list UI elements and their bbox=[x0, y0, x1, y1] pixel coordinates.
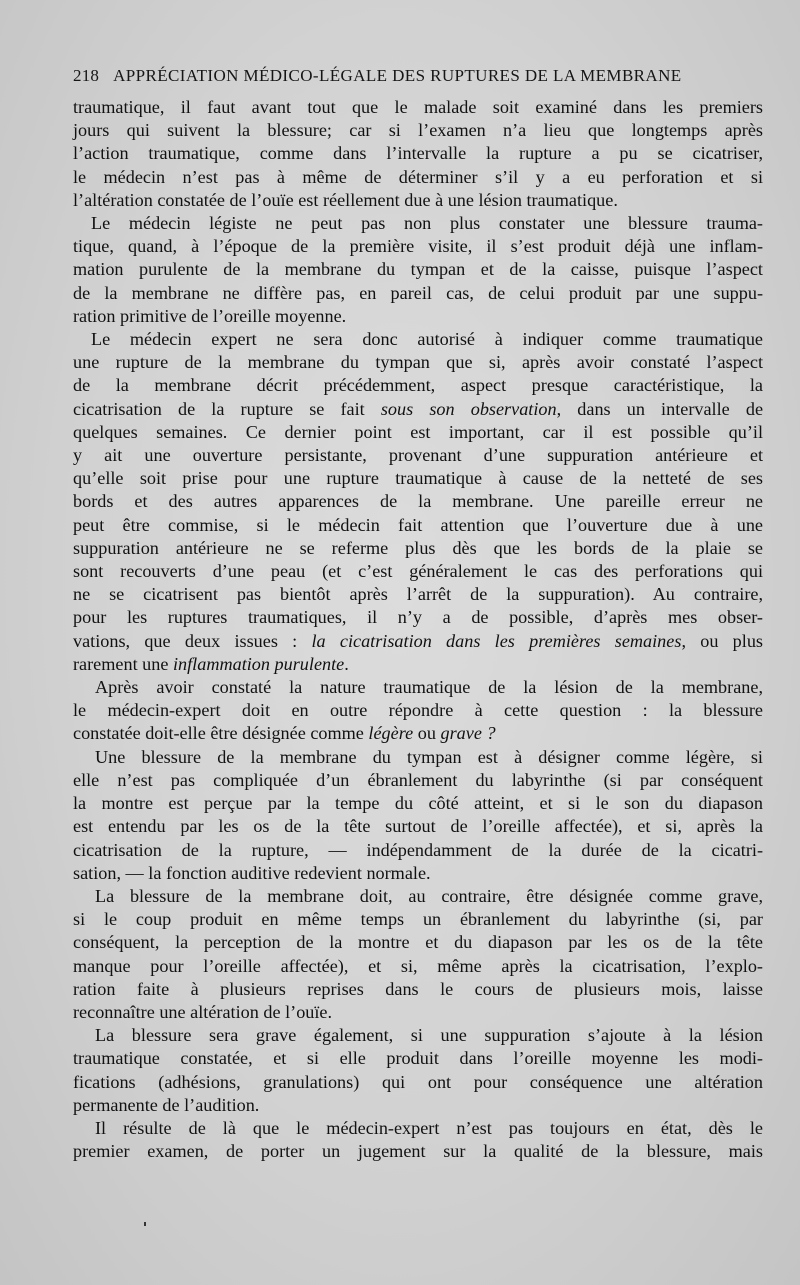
text-line: suppuration antérieure ne se referme plus dès que les bords de la plaie se bbox=[73, 537, 763, 558]
text-fragment: constatée doit-elle être désignée comme bbox=[73, 723, 364, 744]
text-line: traumatique constatée, et si elle produit dans l’oreille moyenne les modi- bbox=[73, 1048, 763, 1069]
text-line: permanente de l’audition. bbox=[73, 1094, 260, 1115]
text-line: pour les ruptures traumatiques, il n’y a de possible, d’après mes obser- bbox=[73, 607, 763, 628]
text-line: Il résulte de là que le médecin-expert n’est pas toujours en état, dès le bbox=[95, 1117, 763, 1138]
paragraph bbox=[73, 1117, 763, 1163]
text-fragment: vations, que deux issues : bbox=[73, 630, 298, 651]
page-heading: APPRÉCIATION MÉDICO-LÉGALE DES RUPTURES DE LA MEMBRANE bbox=[113, 66, 682, 85]
text-line: peut être commise, si le médecin fait attention que l’ouverture due à une bbox=[73, 514, 763, 535]
text-line: l’action traumatique, comme dans l’intervalle la rupture a pu se cicatriser, bbox=[73, 143, 763, 164]
text-line: la montre est perçue par la tempe du côté atteint, et si le son du diapason bbox=[73, 793, 763, 814]
text-line bbox=[73, 630, 763, 653]
text-line: fications (adhésions, granulations) qui ont pour conséquence une altération bbox=[73, 1071, 763, 1092]
text-line: manque pour l’oreille affectée), et si, même après la cicatrisation, l’explo- bbox=[73, 955, 763, 976]
text-line: conséquent, la perception de la montre et du diapason par les os de la tête bbox=[73, 932, 763, 953]
emphasis: légère bbox=[368, 723, 414, 744]
emphasis: inflammation purulente bbox=[172, 653, 345, 674]
text-line bbox=[73, 722, 763, 745]
text-line: l’altération constatée de l’ouïe est réellement due à une lésion traumatique. bbox=[73, 189, 618, 210]
text-line: La blessure sera grave également, si une suppuration s’ajoute à la lésion bbox=[95, 1025, 763, 1046]
text-line: de la membrane ne diffère pas, en pareil cas, de celui produit par une suppu- bbox=[73, 282, 763, 303]
text-line: y ait une ouverture persistante, provenant d’une suppuration antérieure et bbox=[73, 445, 763, 466]
paragraph bbox=[73, 746, 763, 885]
text-line: Une blessure de la membrane du tympan est à désigner comme légère, si bbox=[95, 746, 763, 767]
text-line: tique, quand, à l’époque de la première visite, il s’est produit déjà une inflam- bbox=[73, 236, 763, 257]
text-line: La blessure de la membrane doit, au contraire, être désignée comme grave, bbox=[95, 885, 763, 906]
emphasis: la cicatrisation dans les premières semaines bbox=[311, 630, 682, 651]
text-line: le médecin n’est pas à même de déterminer s’il y a eu perforation et si bbox=[73, 166, 763, 187]
text-line: traumatique, il faut avant tout que le malade soit examiné dans les premiers bbox=[73, 97, 763, 117]
text-line: qu’elle soit prise pour une rupture traumatique à cause de la netteté de ses bbox=[73, 468, 763, 489]
text-line: cicatrisation de la rupture, — indépendamment de la durée de la cicatri- bbox=[73, 839, 763, 860]
text-line: premier examen, de porter un jugement sur la qualité de la blessure, mais bbox=[73, 1141, 763, 1162]
running-head bbox=[73, 66, 763, 86]
text-line: sation, — la fonction auditive redevient normale. bbox=[73, 862, 431, 883]
text-fragment: . bbox=[344, 653, 349, 674]
emphasis: grave ? bbox=[440, 723, 496, 744]
text-line: sont recouverts d’une peau (et c’est généralement le cas des perforations qui bbox=[73, 561, 763, 582]
paragraph bbox=[73, 1024, 763, 1117]
text-line: si le coup produit en même temps un ébranlement du labyrinthe (si, par bbox=[73, 909, 763, 930]
text-line: ne se cicatrisent pas bientôt après l’arrêt de la suppuration). Au contraire, bbox=[73, 584, 763, 605]
text-line: jours qui suivent la blessure; car si l’examen n’a lieu que longtemps après bbox=[73, 120, 763, 141]
text-fragment: , ou plus bbox=[681, 630, 763, 651]
paragraph bbox=[73, 212, 763, 328]
text-line: reconnaître une altération de l’ouïe. bbox=[73, 1001, 333, 1022]
paragraph bbox=[73, 676, 763, 746]
emphasis: sous son observation bbox=[380, 398, 557, 419]
text-line bbox=[73, 398, 763, 421]
text-fragment: rarement une bbox=[73, 653, 169, 674]
text-line: quelques semaines. Ce dernier point est important, car il est possible qu’il bbox=[73, 421, 763, 442]
text-line: ration primitive de l’oreille moyenne. bbox=[73, 305, 347, 326]
print-speck bbox=[144, 1222, 146, 1226]
page-number: 218 bbox=[73, 66, 100, 85]
paragraph bbox=[73, 328, 763, 676]
text-line: mation purulente de la membrane du tympan et de la caisse, puisque l’aspect bbox=[73, 259, 763, 280]
paragraph bbox=[73, 96, 763, 212]
text-fragment: , dans un intervalle de bbox=[556, 398, 764, 419]
text-line: est entendu par les os de la tête surtout de l’oreille affectée), et si, après la bbox=[73, 816, 763, 837]
text-line: Le médecin expert ne sera donc autorisé à indiquer comme traumatique bbox=[91, 329, 763, 350]
body-text bbox=[73, 96, 763, 1163]
text-line: Après avoir constaté la nature traumatique de la lésion de la membrane, bbox=[95, 677, 763, 698]
text-line: ration faite à plusieurs reprises dans le cours de plusieurs mois, laisse bbox=[73, 978, 763, 999]
text-line: le médecin-expert doit en outre répondre à cette question : la blessure bbox=[73, 700, 763, 721]
text-fragment: ou bbox=[417, 723, 436, 744]
text-line: de la membrane décrit précédemment, aspect presque caractéristique, la bbox=[73, 375, 763, 396]
text-line: elle n’est pas compliquée d’un ébranlement du labyrinthe (si par conséquent bbox=[73, 769, 763, 790]
text-line: bords et des autres apparences de la membrane. Une pareille erreur ne bbox=[73, 491, 763, 512]
text-line: une rupture de la membrane du tympan que si, après avoir constaté l’aspect bbox=[73, 352, 763, 373]
text-fragment: cicatrisation de la rupture se fait bbox=[73, 398, 365, 419]
text-line: Le médecin légiste ne peut pas non plus constater une blessure trauma- bbox=[91, 213, 763, 234]
text-line bbox=[73, 653, 763, 676]
paragraph bbox=[73, 885, 763, 1024]
